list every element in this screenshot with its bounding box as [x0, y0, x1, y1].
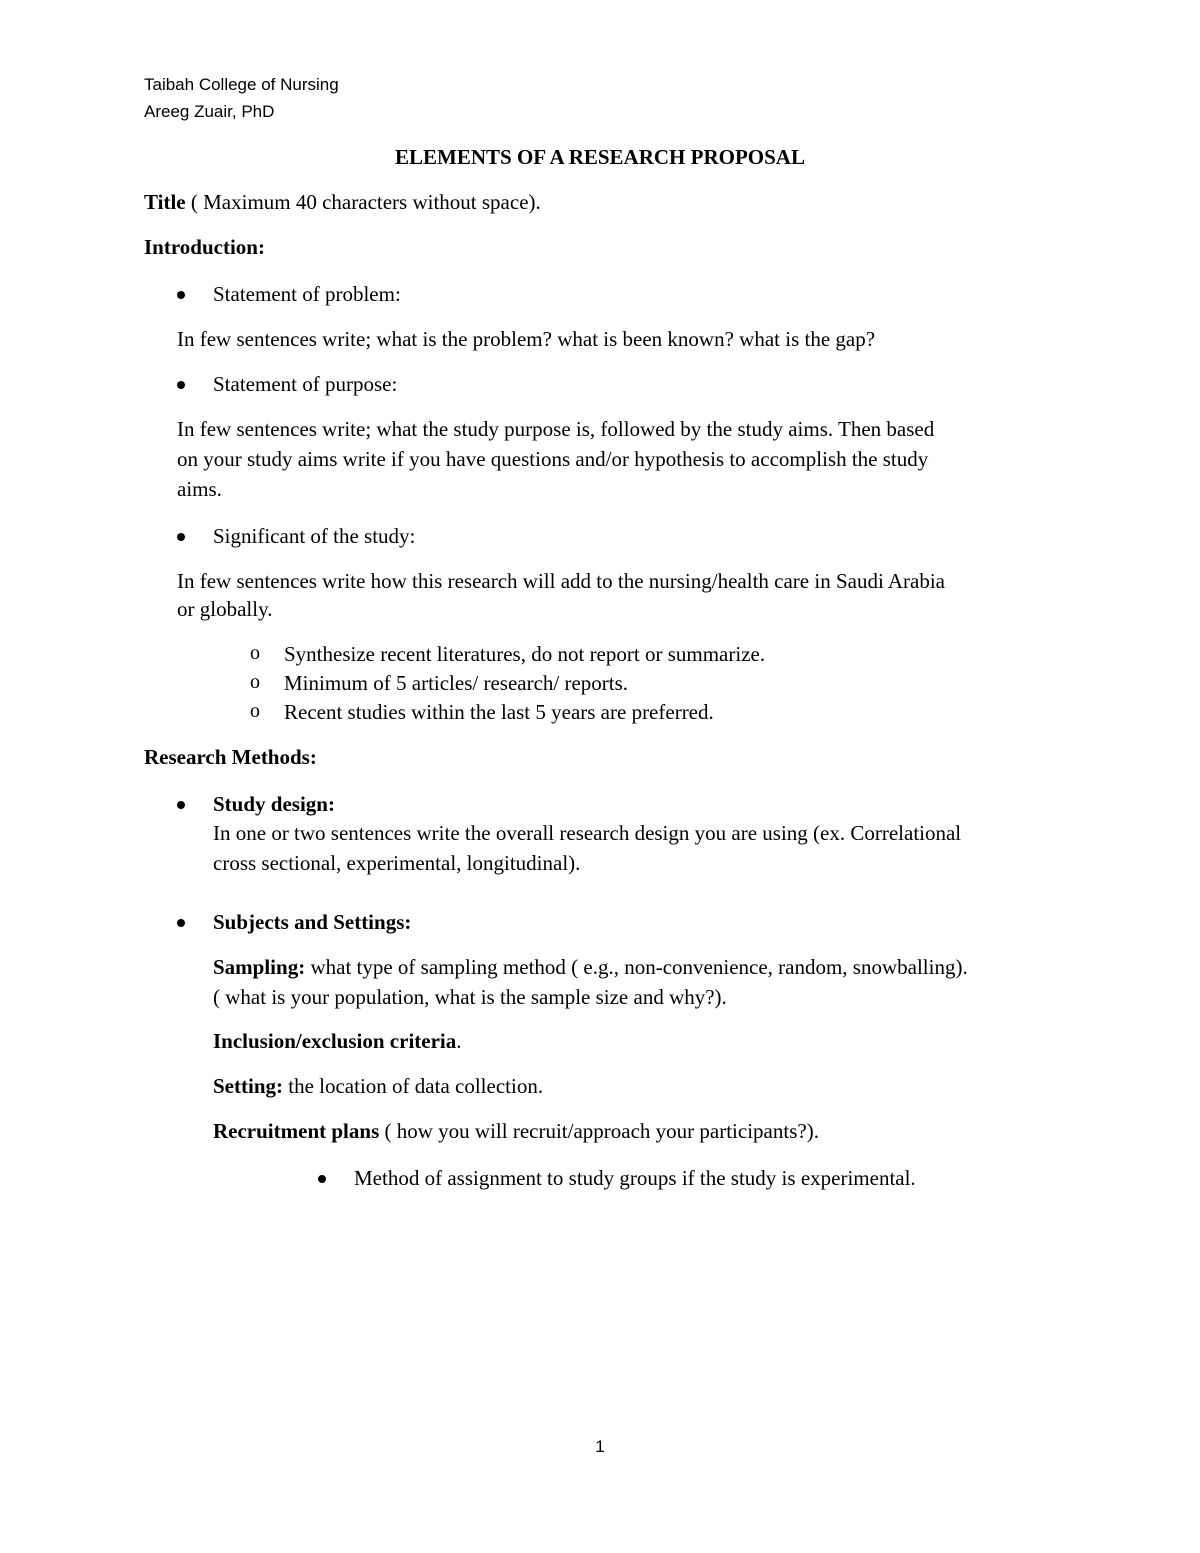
header-author: Areeg Zuair, PhD [144, 102, 275, 121]
study-design-line-1: In one or two sentences write the overall research design you are using (ex. Correlational [213, 821, 962, 845]
hollow-bullet-icon: o [250, 671, 260, 693]
setting-text: the location of data collection. [283, 1074, 544, 1098]
setting-label: Setting: [213, 1074, 283, 1098]
literature-sub-bullet-1: Synthesize recent literatures, do not report or summarize. [284, 642, 766, 666]
recruitment-label: Recruitment plans [213, 1119, 380, 1143]
assignment-bullet: Method of assignment to study groups if the study is experimental. [354, 1166, 916, 1190]
sampling-text: what type of sampling method ( e.g., non-convenience, random, snowballing). [305, 955, 968, 979]
subjects-settings-label: Subjects and Settings: [213, 910, 412, 934]
title-instruction [144, 190, 541, 215]
header-college: Taibah College of Nursing [144, 75, 339, 94]
purpose-line-3: aims. [177, 477, 222, 501]
problem-text: In few sentences write; what is the problem? what is been known? what is the gap? [177, 327, 876, 351]
bullet-icon [177, 533, 185, 541]
title-label: Title [144, 190, 186, 214]
hollow-bullet-icon: o [250, 642, 260, 664]
page-number: 1 [595, 1437, 605, 1456]
significance-bullet: Significant of the study: [213, 524, 416, 548]
literature-sub-bullet-3: Recent studies within the last 5 years are preferred. [284, 700, 714, 724]
bullet-icon [177, 291, 185, 299]
inclusion-suffix: . [456, 1029, 462, 1053]
sampling-label: Sampling: [213, 955, 306, 979]
bullet-icon [177, 801, 185, 809]
study-design-label: Study design: [213, 792, 335, 816]
setting-line [213, 1074, 543, 1099]
significance-line-2: or globally. [177, 597, 273, 621]
methods-heading: Research Methods: [144, 745, 317, 769]
purpose-line-1: In few sentences write; what the study purpose is, followed by the study aims. Then based [177, 417, 935, 441]
inclusion-label: Inclusion/exclusion criteria [213, 1029, 457, 1053]
bullet-icon [318, 1175, 326, 1183]
purpose-line-2: on your study aims write if you have questions and/or hypothesis to accomplish the study [177, 447, 929, 471]
problem-bullet: Statement of problem: [213, 282, 401, 306]
sampling-line [213, 955, 968, 980]
bullet-icon [177, 919, 185, 927]
document-title: ELEMENTS OF A RESEARCH PROPOSAL [395, 145, 805, 169]
study-design-line-2: cross sectional, experimental, longitudinal). [213, 851, 581, 875]
title-text: ( Maximum 40 characters without space). [185, 190, 541, 214]
significance-line-1: In few sentences write how this research will add to the nursing/health care in Saudi Arabia [177, 569, 946, 593]
bullet-icon [177, 381, 185, 389]
inclusion-line [213, 1029, 462, 1054]
hollow-bullet-icon: o [250, 700, 260, 722]
recruitment-line [213, 1119, 819, 1144]
sampling-line-2: ( what is your population, what is the sample size and why?). [213, 985, 727, 1009]
literature-sub-bullet-2: Minimum of 5 articles/ research/ reports. [284, 671, 629, 695]
recruitment-text: ( how you will recruit/approach your participants?). [379, 1119, 819, 1143]
purpose-bullet: Statement of purpose: [213, 372, 398, 396]
introduction-heading: Introduction: [144, 235, 265, 259]
